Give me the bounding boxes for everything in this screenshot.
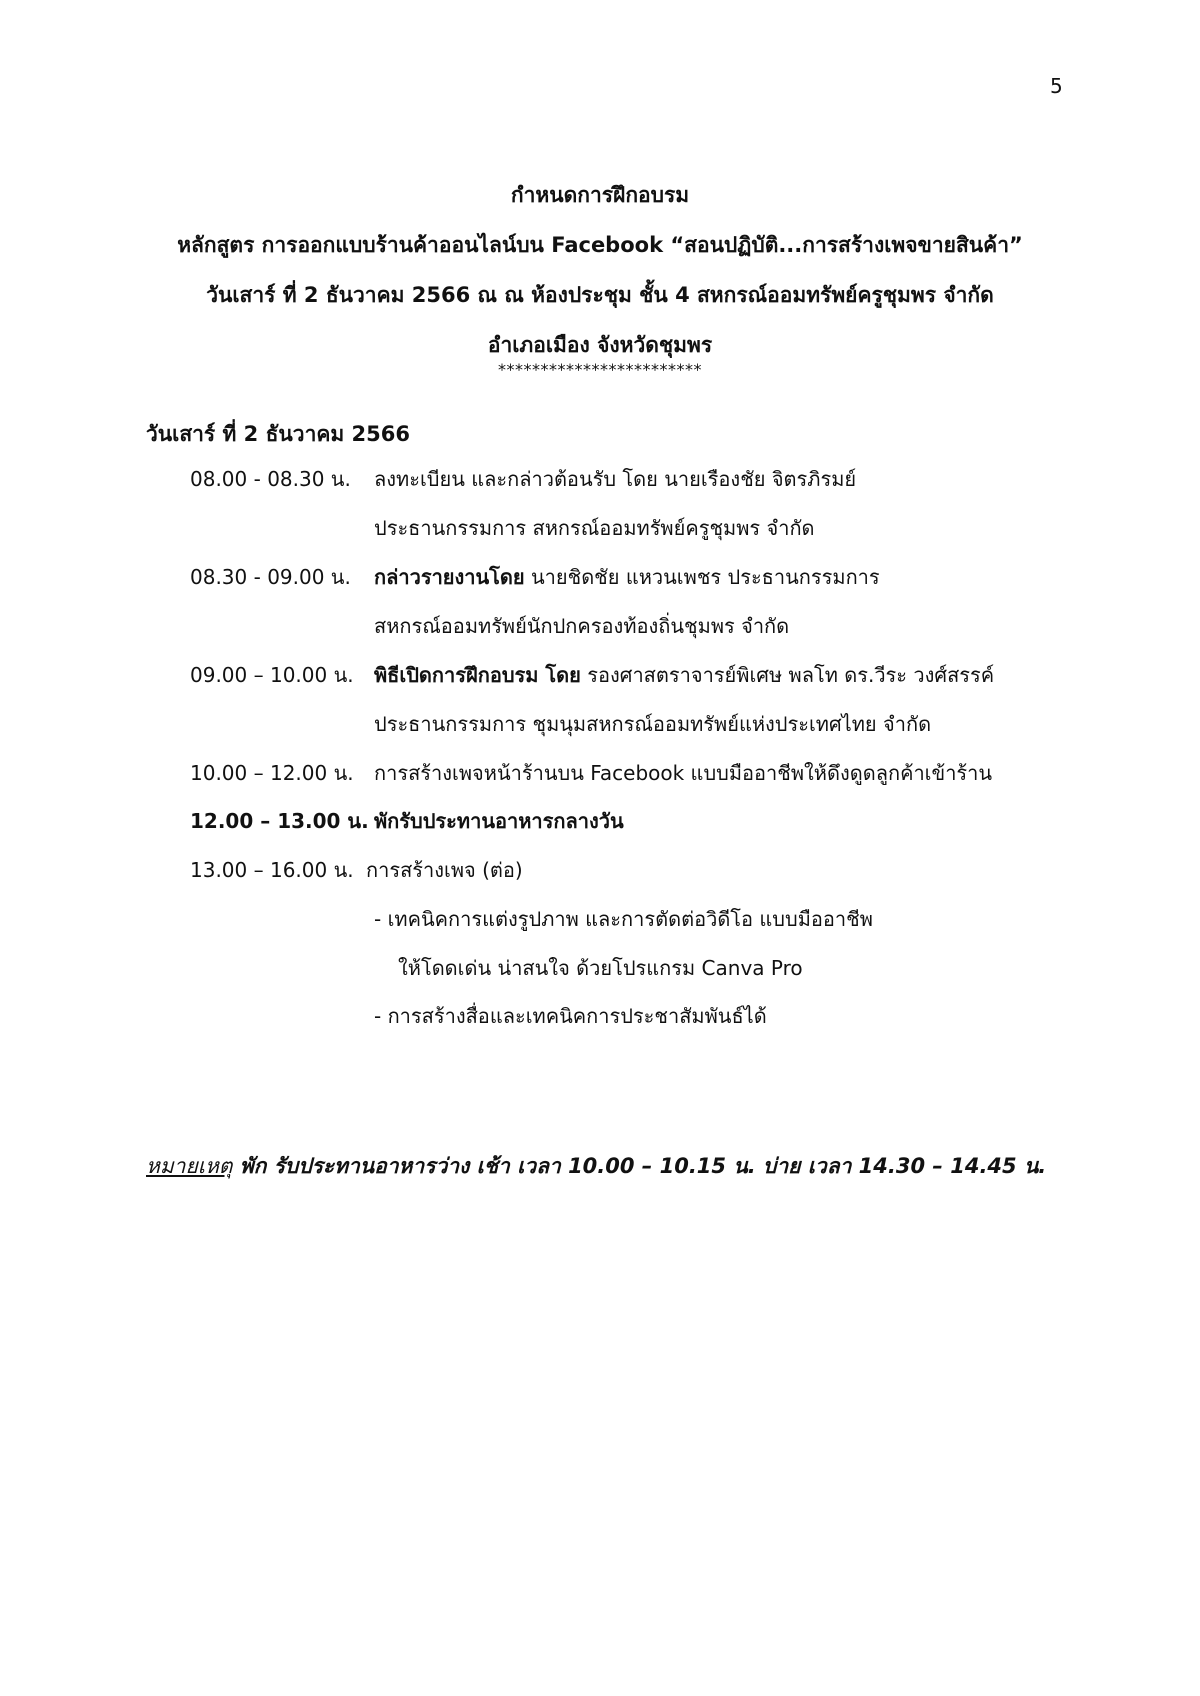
schedule-text: การสร้างเพจหน้าร้านบน Facebook แบบมืออาชีพให้ดึงดูดลูกค้าเข้าร้าน [374,761,993,785]
note-text: พัก รับประทานอาหารว่าง เช้า เวลา 10.00 – 10.15 น. บ่าย เวลา 14.30 – 14.45 น. [232,1154,1047,1178]
header-title: กำหนดการฝึกอบรม [510,183,690,207]
schedule-desc [374,660,994,690]
header-date-venue: วันเสาร์ ที่ 2 ธันวาคม 2566 ณ ณ ห้องประชุม ชั้น 4 สหกรณ์ออมทรัพย์ครูชุมพร จำกัด [206,283,994,307]
schedule-row-lunch [190,806,374,836]
schedule-text: การสร้างเพจ (ต่อ) [366,858,523,882]
schedule-time: 10.00 – 12.00 น. [190,761,354,785]
schedule-desc-cont: ประธานกรรมการ สหกรณ์ออมทรัพย์ครูชุมพร จำกัด [374,516,815,540]
schedule-row [190,660,374,690]
schedule-row [190,855,374,885]
header-location: อำเภอเมือง จังหวัดชุมพร [487,333,713,357]
schedule-desc-cont: สหกรณ์ออมทรัพย์นักปกครองท้องถิ่นชุมพร จำกัด [374,614,790,638]
schedule-row [190,562,374,592]
schedule-desc [374,562,880,592]
schedule-text: ลงทะเบียน และกล่าวต้อนรับ โดย นายเรืองชัย จิตรภิรมย์ [374,467,857,491]
schedule-desc-cont: ประธานกรรมการ ชุมนุมสหกรณ์ออมทรัพย์แห่งประเทศไทย จำกัด [374,712,932,736]
date-heading: วันเสาร์ ที่ 2 ธันวาคม 2566 [146,422,411,446]
schedule-time: 08.00 - 08.30 น. [190,467,351,491]
note [146,1150,1046,1183]
page-number: 5 [1050,74,1063,98]
schedule-row [190,758,374,788]
document-header [0,170,1200,370]
schedule-bold-text: พิธีเปิดการฝึกอบรม โดย [374,663,581,687]
schedule-time: 13.00 – 16.00 น. [190,858,354,882]
schedule-text: พักรับประทานอาหารกลางวัน [374,809,624,833]
schedule-time: 08.30 - 09.00 น. [190,565,351,589]
schedule-bold-text: กล่าวรายงานโดย [374,565,525,589]
header-course: หลักสูตร การออกแบบร้านค้าออนไลน์บน Facebook “สอนปฏิบัติ...การสร้างเพจขายสินค้า” [177,233,1023,257]
bullet-item-cont: ให้โดดเด่น น่าสนใจ ด้วยโปรแกรม Canva Pro [398,956,803,980]
schedule-text: รองศาสตราจารย์พิเศษ พลโท ดร.วีระ วงศ์สรรค์ [580,663,995,687]
divider-stars: ************************ [498,360,702,379]
schedule-desc [374,464,856,494]
schedule-time: 12.00 – 13.00 น. [190,809,369,833]
note-label: หมายเหตุ [146,1154,233,1178]
schedule-row [190,464,374,494]
schedule-time: 09.00 – 10.00 น. [190,663,354,687]
schedule-text: นายชิดชัย แหวนเพชร ประธานกรรมการ [524,565,880,589]
bullet-item: - การสร้างสื่อและเทคนิคการประชาสัมพันธ์ได้ [374,1004,767,1028]
bullet-item: - เทคนิคการแต่งรูปภาพ และการตัดต่อวิดีโอ แบบมืออาชีพ [374,907,873,931]
